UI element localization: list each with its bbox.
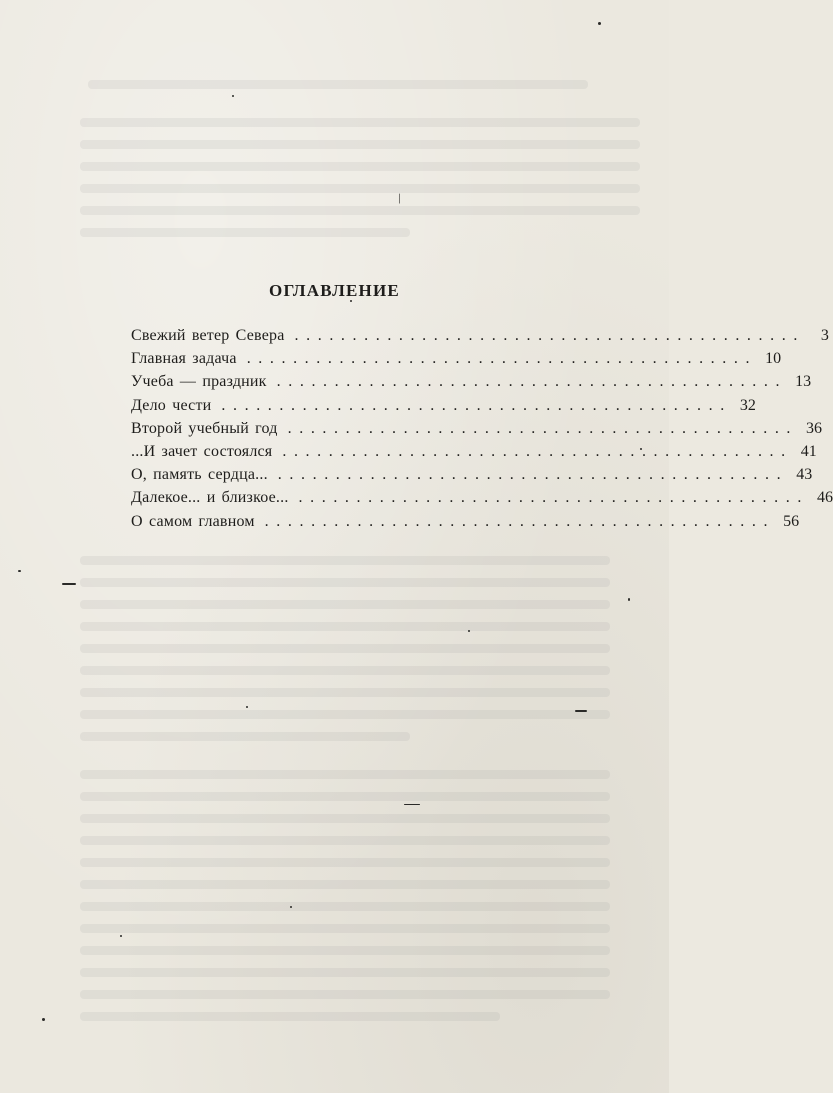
toc-entry: [131, 347, 782, 370]
paper-speck: [232, 95, 234, 97]
paper-speck: [120, 935, 122, 937]
toc-entry-title: Учеба — праздник: [131, 373, 267, 391]
show-through-line: [80, 206, 640, 215]
paper-speck: [290, 906, 292, 908]
show-through-line: [80, 902, 610, 911]
toc-entry: [131, 370, 812, 393]
toc-entry-title: Дело чести: [131, 396, 212, 414]
toc-entry-page: 56: [783, 512, 800, 530]
show-through-line: [80, 732, 410, 741]
toc-entry-title: Второй учебный год: [131, 419, 278, 437]
paper-speck: [404, 804, 420, 805]
show-through-line: [80, 1012, 500, 1021]
paper-speck: [18, 570, 21, 572]
toc-entry: [131, 463, 813, 486]
toc-entry: [131, 440, 817, 463]
toc-entry-title: ...И зачет состоялся: [131, 442, 273, 460]
show-through-line: [80, 858, 610, 867]
show-through-line: [80, 666, 610, 675]
toc-entry-page: 36: [806, 419, 823, 437]
toc-entry-page: 3: [820, 327, 829, 344]
dot-leader: ............................................: [221, 396, 732, 414]
show-through-line: [80, 792, 610, 801]
toc-entry-page: 41: [800, 442, 817, 460]
show-through-line: [80, 946, 610, 955]
toc-entry-title: О, память сердца...: [131, 466, 268, 484]
toc-entry-page: 13: [795, 373, 812, 391]
toc-title: ОГЛАВЛЕНИЕ: [269, 281, 400, 300]
dot-leader: ............................................: [282, 442, 793, 460]
toc-entry-page: 46: [816, 489, 833, 507]
toc-entry: [131, 486, 833, 509]
show-through-line: [80, 836, 610, 845]
show-through-line: [80, 622, 610, 631]
paper-speck: [42, 1018, 45, 1021]
show-through-line: [80, 814, 610, 823]
paper-speck: [246, 706, 248, 708]
toc-entry-title: Далекое... и близкое...: [131, 489, 289, 507]
pencil-mark: /: [395, 191, 404, 208]
toc-entry-page: 10: [765, 350, 782, 368]
show-through-line: [80, 644, 610, 653]
show-through-line: [80, 162, 640, 171]
toc-entry: [131, 394, 756, 417]
show-through-line: [80, 118, 640, 127]
dot-leader: ............................................: [294, 327, 805, 344]
show-through-line: [80, 880, 610, 889]
toc-entry-title: Главная задача: [131, 350, 237, 368]
table-of-contents: [131, 324, 833, 533]
toc-entry: [131, 417, 823, 440]
show-through-line: [80, 228, 410, 237]
dot-leader: ............................................: [287, 419, 799, 437]
paper-speck: [575, 710, 587, 712]
show-through-line: [80, 140, 640, 149]
show-through-line: [80, 968, 610, 977]
paper-speck: [62, 583, 76, 585]
toc-entry: [131, 510, 800, 533]
toc-entry-title: Свежий ветер Севера: [131, 327, 285, 344]
toc-entry: [131, 324, 829, 347]
toc-entry-page: 43: [796, 466, 813, 484]
paper-speck: [598, 22, 601, 25]
show-through-line: [80, 990, 610, 999]
show-through-line: [80, 688, 610, 697]
dot-leader: ............................................: [276, 373, 788, 391]
show-through-line: [80, 924, 610, 933]
show-through-line: [88, 80, 588, 89]
dot-leader: ............................................: [277, 466, 789, 484]
paper-speck: [468, 630, 470, 632]
toc-entry-page: 32: [739, 396, 756, 414]
show-through-line: [80, 578, 610, 587]
dot-leader: ............................................: [246, 350, 758, 368]
show-through-line: [80, 556, 610, 565]
show-through-line: [80, 770, 610, 779]
toc-entry-title: О самом главном: [131, 512, 255, 530]
dot-leader: ............................................: [264, 512, 776, 530]
dot-leader: ............................................: [298, 489, 809, 507]
paper-speck: [628, 598, 630, 601]
show-through-line: [80, 710, 610, 719]
show-through-line: [80, 184, 640, 193]
show-through-line: [80, 600, 610, 609]
